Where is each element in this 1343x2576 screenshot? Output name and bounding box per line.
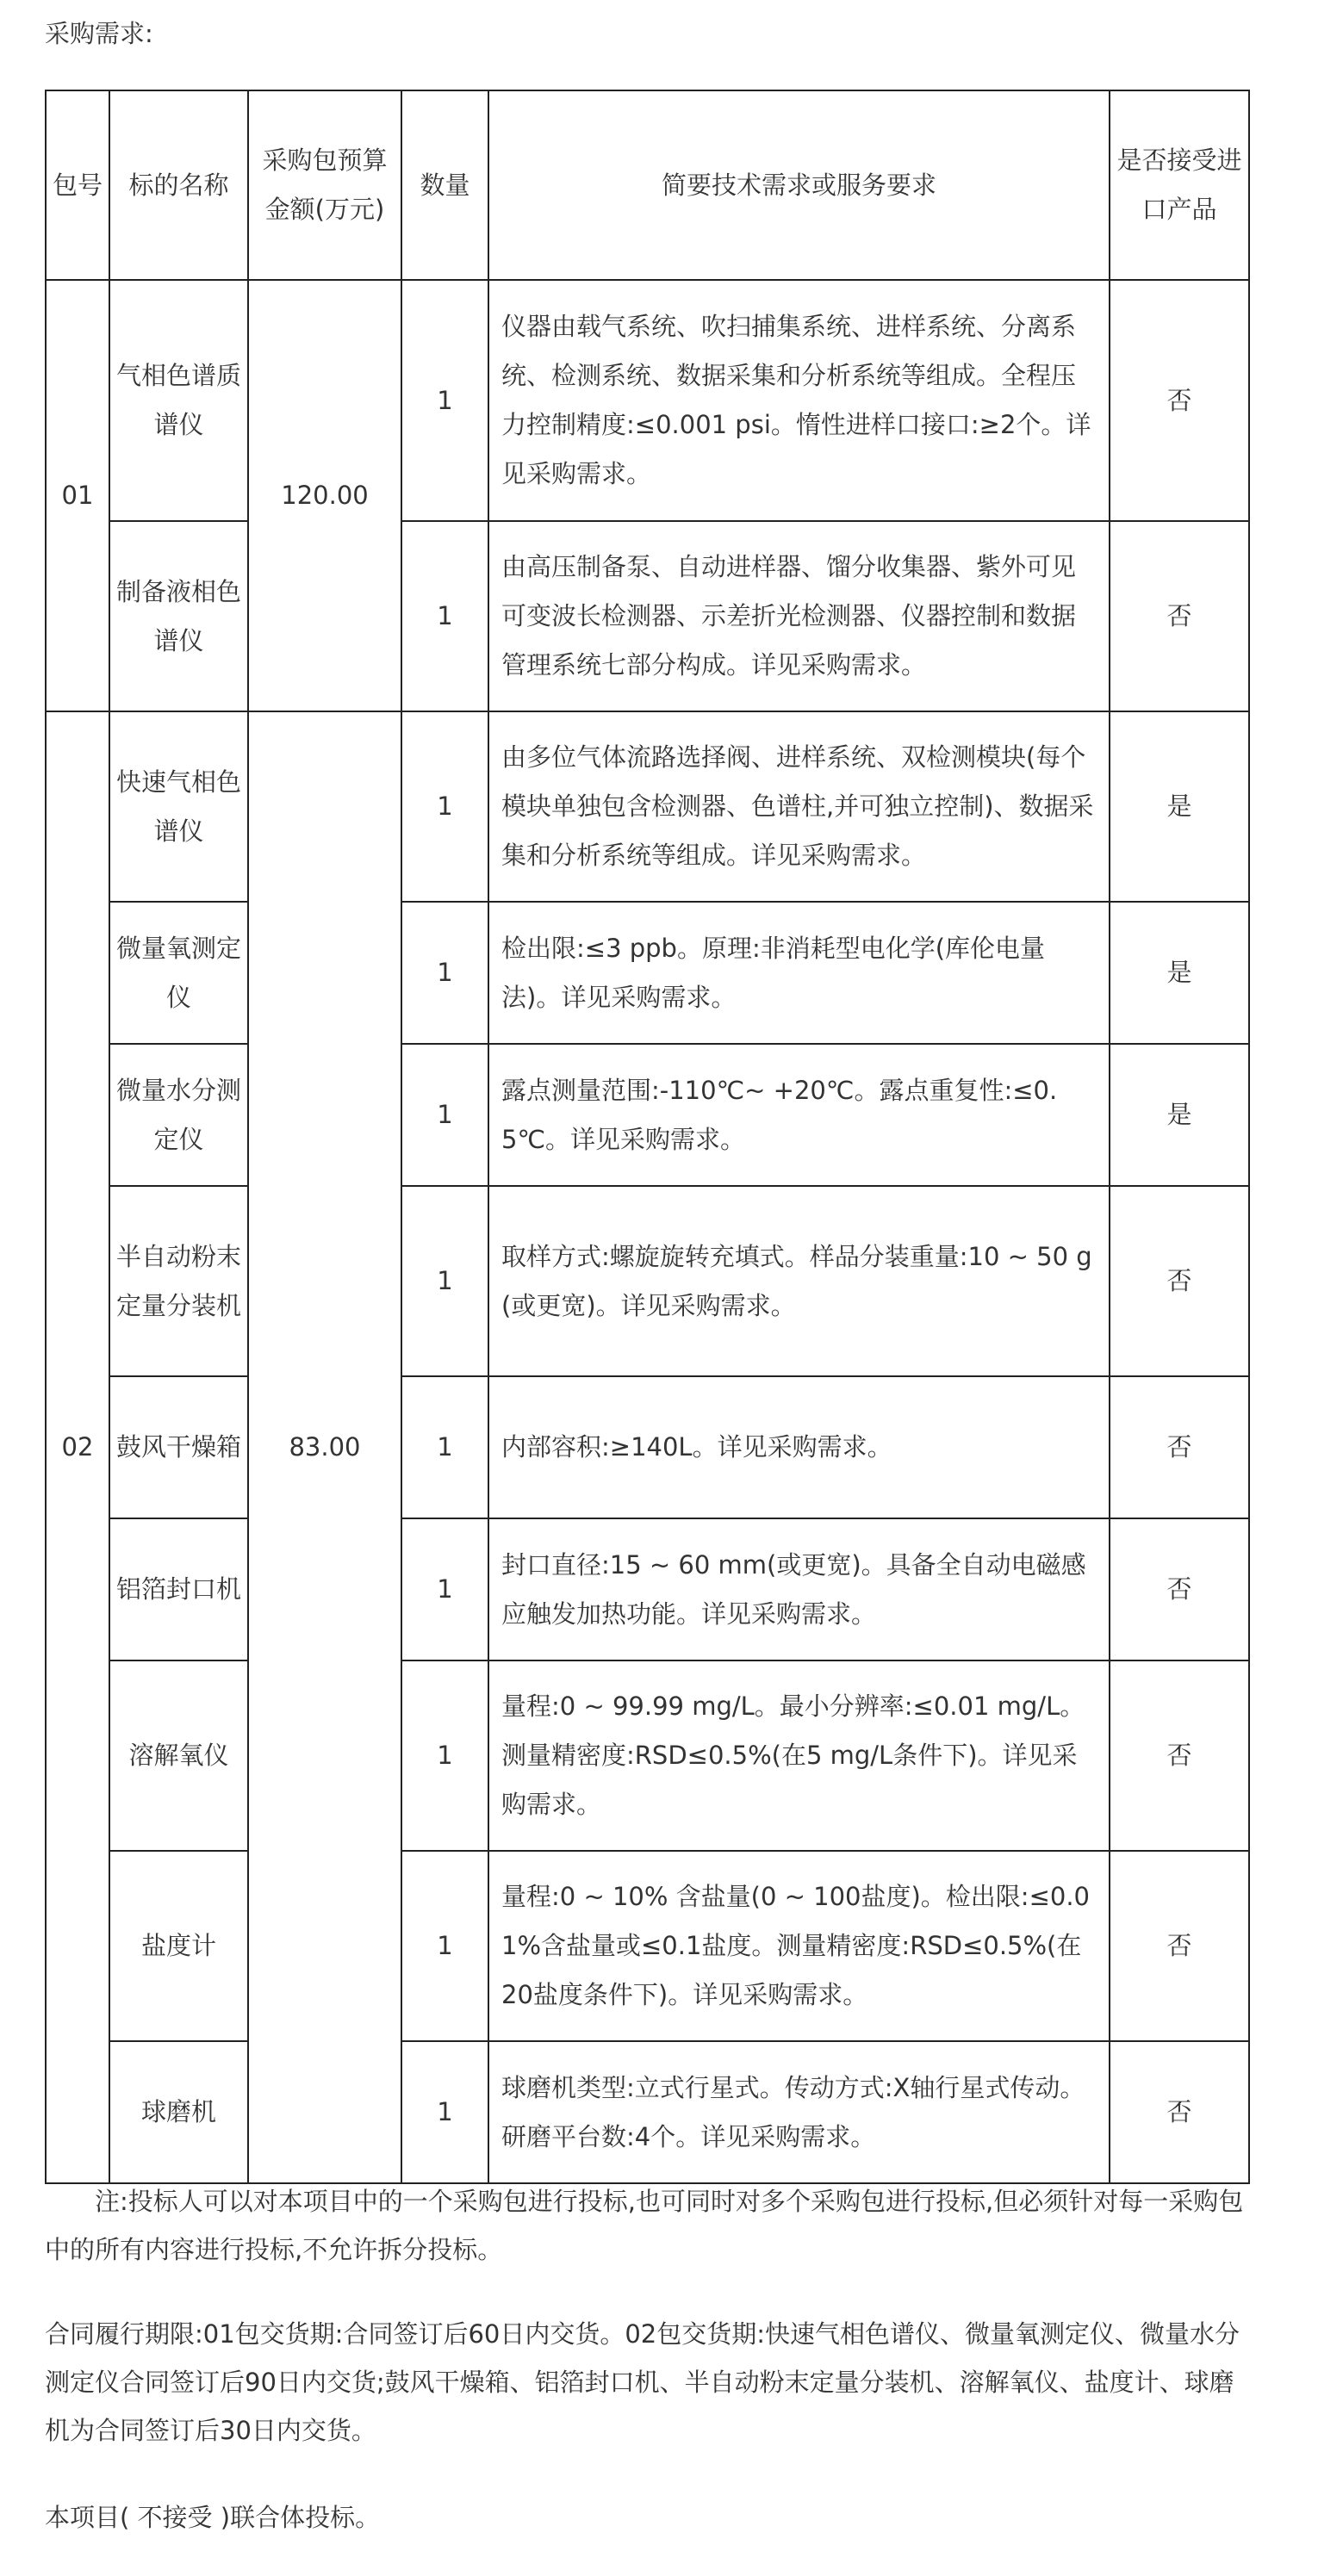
- import-cell: 否: [1110, 521, 1249, 711]
- consortium-statement: 本项目( 不接受 )联合体投标。: [45, 2503, 381, 2532]
- item-name-cell: 微量氧测定仪: [109, 902, 248, 1044]
- item-name-cell: 盐度计: [109, 1851, 248, 2041]
- header-item-name: 标的名称: [109, 90, 248, 280]
- header-import-accepted: 是否接受进口产品: [1110, 90, 1249, 280]
- import-cell: 否: [1110, 1660, 1249, 1851]
- import-cell: 是: [1110, 902, 1249, 1044]
- requirements-cell: 检出限:≤3 ppb。原理:非消耗型电化学(库伦电量法)。详见采购需求。: [488, 902, 1110, 1044]
- quantity-cell: 1: [401, 902, 488, 1044]
- header-requirements: 简要技术需求或服务要求: [488, 90, 1110, 280]
- quantity-cell: 1: [401, 711, 488, 902]
- quantity-cell: 1: [401, 2041, 488, 2183]
- table-row: [46, 521, 1249, 711]
- item-name-cell: 气相色谱质谱仪: [109, 280, 248, 521]
- header-package-no: 包号: [46, 90, 109, 280]
- item-name-cell: 溶解氧仪: [109, 1660, 248, 1851]
- import-cell: 否: [1110, 1376, 1249, 1518]
- requirements-cell: 量程:0 ~ 10% 含盐量(0 ~ 100盐度)。检出限:≤0.01%含盐量或≤0.1盐度。测量精密度:RSD≤0.5%(在20盐度条件下)。详见采购需求。: [488, 1851, 1110, 2041]
- header-budget: 采购包预算金额(万元): [248, 90, 401, 280]
- package-no-cell: 01: [46, 280, 109, 711]
- table-header-row: [46, 90, 1249, 280]
- import-cell: 否: [1110, 1186, 1249, 1376]
- quantity-cell: 1: [401, 1660, 488, 1851]
- contract-period: 合同履行期限:01包交货期:合同签订后60日内交货。02包交货期:快速气相色谱仪、微量氧测定仪、微量水分测定仪合同签订后90日内交货;鼓风干燥箱、铝箔封口机、半自动粉末定量分装机、溶解氧仪、盐度计、球磨机为合同签订后30日内交货。: [45, 2319, 1240, 2445]
- quantity-cell: 1: [401, 280, 488, 521]
- item-name-cell: 铝箔封口机: [109, 1518, 248, 1660]
- item-name-cell: 球磨机: [109, 2041, 248, 2183]
- table-row: [46, 711, 1249, 902]
- requirements-cell: 取样方式:螺旋旋转充填式。样品分装重量:10 ~ 50 g(或更宽)。详见采购需求。: [488, 1186, 1110, 1376]
- package-no-cell: 02: [46, 711, 109, 2183]
- requirements-cell: 内部容积:≥140L。详见采购需求。: [488, 1376, 1110, 1518]
- table-row: [46, 280, 1249, 521]
- table-row: [46, 1044, 1249, 1186]
- table-row: [46, 1376, 1249, 1518]
- quantity-cell: 1: [401, 1376, 488, 1518]
- table-row: [46, 1660, 1249, 1851]
- requirements-cell: 由多位气体流路选择阀、进样系统、双检测模块(每个模块单独包含检测器、色谱柱,并可独立控制)、数据采集和分析系统等组成。详见采购需求。: [488, 711, 1110, 902]
- import-cell: 否: [1110, 1518, 1249, 1660]
- item-name-cell: 微量水分测定仪: [109, 1044, 248, 1186]
- requirements-table: [45, 90, 1250, 2184]
- budget-cell: 120.00: [248, 280, 401, 711]
- item-name-cell: 鼓风干燥箱: [109, 1376, 248, 1518]
- section-heading: 采购需求:: [45, 19, 153, 48]
- item-name-cell: 半自动粉末定量分装机: [109, 1186, 248, 1376]
- quantity-cell: 1: [401, 1851, 488, 2041]
- requirements-cell: 由高压制备泵、自动进样器、馏分收集器、紫外可见可变波长检测器、示差折光检测器、仪器控制和数据管理系统七部分构成。详见采购需求。: [488, 521, 1110, 711]
- quantity-cell: 1: [401, 521, 488, 711]
- quantity-cell: 1: [401, 1518, 488, 1660]
- bidding-note: 注:投标人可以对本项目中的一个采购包进行投标,也可同时对多个采购包进行投标,但必须针对每一采购包中的所有内容进行投标,不允许拆分投标。: [45, 2187, 1244, 2264]
- item-name-cell: 快速气相色谱仪: [109, 711, 248, 902]
- import-cell: 是: [1110, 1044, 1249, 1186]
- import-cell: 否: [1110, 2041, 1249, 2183]
- requirements-cell: 球磨机类型:立式行星式。传动方式:X轴行星式传动。研磨平台数:4个。详见采购需求。: [488, 2041, 1110, 2183]
- quantity-cell: 1: [401, 1044, 488, 1186]
- quantity-cell: 1: [401, 1186, 488, 1376]
- table-row: [46, 902, 1249, 1044]
- import-cell: 是: [1110, 711, 1249, 902]
- budget-cell: 83.00: [248, 711, 401, 2183]
- requirements-cell: 仪器由载气系统、吹扫捕集系统、进样系统、分离系统、检测系统、数据采集和分析系统等组成。全程压力控制精度:≤0.001 psi。惰性进样口接口:≥2个。详见采购需求。: [488, 280, 1110, 521]
- requirements-cell: 封口直径:15 ~ 60 mm(或更宽)。具备全自动电磁感应触发加热功能。详见采购需求。: [488, 1518, 1110, 1660]
- table-row: [46, 1851, 1249, 2041]
- import-cell: 否: [1110, 1851, 1249, 2041]
- table-row: [46, 2041, 1249, 2183]
- table-row: [46, 1186, 1249, 1376]
- import-cell: 否: [1110, 280, 1249, 521]
- header-quantity: 数量: [401, 90, 488, 280]
- table-row: [46, 1518, 1249, 1660]
- requirements-cell: 露点测量范围:-110℃~ +20℃。露点重复性:≤0.5℃。详见采购需求。: [488, 1044, 1110, 1186]
- requirements-cell: 量程:0 ~ 99.99 mg/L。最小分辨率:≤0.01 mg/L。测量精密度:RSD≤0.5%(在5 mg/L条件下)。详见采购需求。: [488, 1660, 1110, 1851]
- item-name-cell: 制备液相色谱仪: [109, 521, 248, 711]
